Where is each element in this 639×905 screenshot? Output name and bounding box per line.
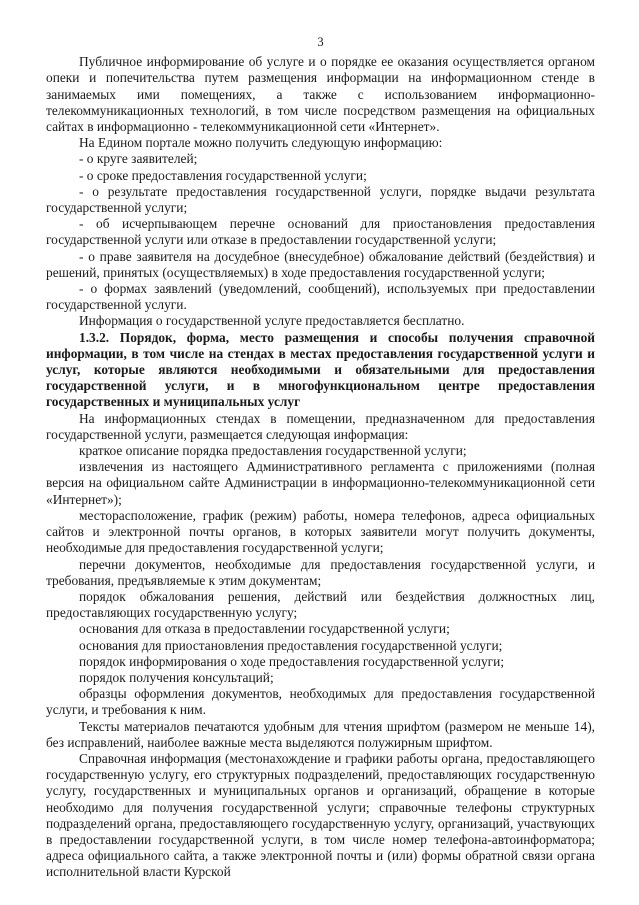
stand-item-suspension: основания для приостановления предоставления государственной услуги; [79, 637, 503, 653]
stand-item-refusal: основания для отказа в предоставлении государственной услуги; [79, 621, 450, 637]
list-item-appeal: - о праве заявителя на досудебное (внесудебное) обжалование действий (бездействия) и решений, принятых (осуществляемых) в ходе предоставления государственной услуги; [46, 248, 595, 280]
stand-item-extracts: извлечения из настоящего Административного регламента с приложениями (полная версия на официальном сайте Администрации в информационно-телекоммуникационной сети «Интернет»); [46, 459, 595, 507]
paragraph-portal-intro: На Едином портале можно получить следующую информацию: [79, 135, 443, 151]
stand-item-samples: образцы оформления документов, необходимых для предоставления государственной услуги, и требования к ним. [46, 686, 595, 718]
list-item-result: - о результате предоставления государственной услуги, порядке выдачи результата государственной услуги; [46, 183, 595, 216]
page-number: 3 [317, 35, 324, 49]
stand-item-appeal: порядок обжалования решения, действий или бездействия должностных лиц, предоставляющих государственную услугу; [46, 588, 595, 621]
list-item-term: - о сроке предоставления государственной услуги; [79, 167, 367, 183]
list-item-forms: - о формах заявлений (уведомлений, сообщений), используемых при предоставлении государственной услуги. [46, 281, 595, 313]
section-heading-1-3-2: 1.3.2. Порядок, форма, место размещения и способы получения справочной информации, в том числе на стендах в местах предоставления государственной услуги и услуг, которые являются необходимыми и обязательными для предоставления государственной услуги, и в многофункциональном центре предоставления государственных и муниципальных услуг [46, 329, 595, 410]
paragraph-font-requirements: Тексты материалов печатаются удобным для чтения шрифтом (размером не меньше 14), без исправлений, наиболее важные места выделяются полужирным шрифтом. [46, 718, 595, 750]
paragraph-free-info: Информация о государственной услуге предоставляется бесплатно. [79, 313, 465, 329]
paragraph-public-info: Публичное информирование об услуге и о порядке ее оказания осуществляется органом опеки и попечительства путем размещения информации на информационном стенде в занимаемых ими помещениях, а также с использованием информационно-телекоммуникационных технологий, в том числе посредством размещения на официальных сайтах в информационно - телекоммуникационной сети «Интернет». [46, 54, 595, 135]
paragraph-reference-info: Справочная информация (местонахождение и графики работы органа, предоставляющего государственную услугу, его структурных подразделений, предоставляющих государственную услугу, государственных и муниципальных органов и организаций, обращение в которые необходимо для получения государственной услуги; справочные телефоны структурных подразделений органа, предоставляющего государственную услугу, организаций, участвующих в предоставлении государственной услуги, в том числе номер телефона-автоинформатора; адреса официального сайта, а также электронной почты и (или) формы обратной связи органа исполнительной власти Курской [46, 750, 595, 880]
stand-item-consultations: порядок получения консультаций; [79, 669, 274, 685]
stand-item-location: месторасположение, график (режим) работы, номера телефонов, адреса официальных сайтов и электронной почты органов, в которых заявители могут получить документы, необходимые для предоставления государственной услуги; [46, 507, 595, 556]
paragraph-stands-intro: На информационных стендах в помещении, предназначенном для предоставления государственной услуги, размещается следующая информация: [46, 410, 595, 442]
stand-item-documents: перечни документов, необходимые для предоставления государственной услуги, и требования, предъявляемые к этим документам; [46, 556, 595, 588]
stand-item-description: краткое описание порядка предоставления государственной услуги; [79, 443, 467, 459]
list-item-applicants: - о круге заявителей; [79, 151, 198, 167]
list-item-grounds: - об исчерпывающем перечне оснований для приостановления предоставления государственной услуги или отказе в предоставлении государственной услуги; [46, 216, 595, 248]
stand-item-informing: порядок информирования о ходе предоставления государственной услуги; [79, 653, 505, 669]
